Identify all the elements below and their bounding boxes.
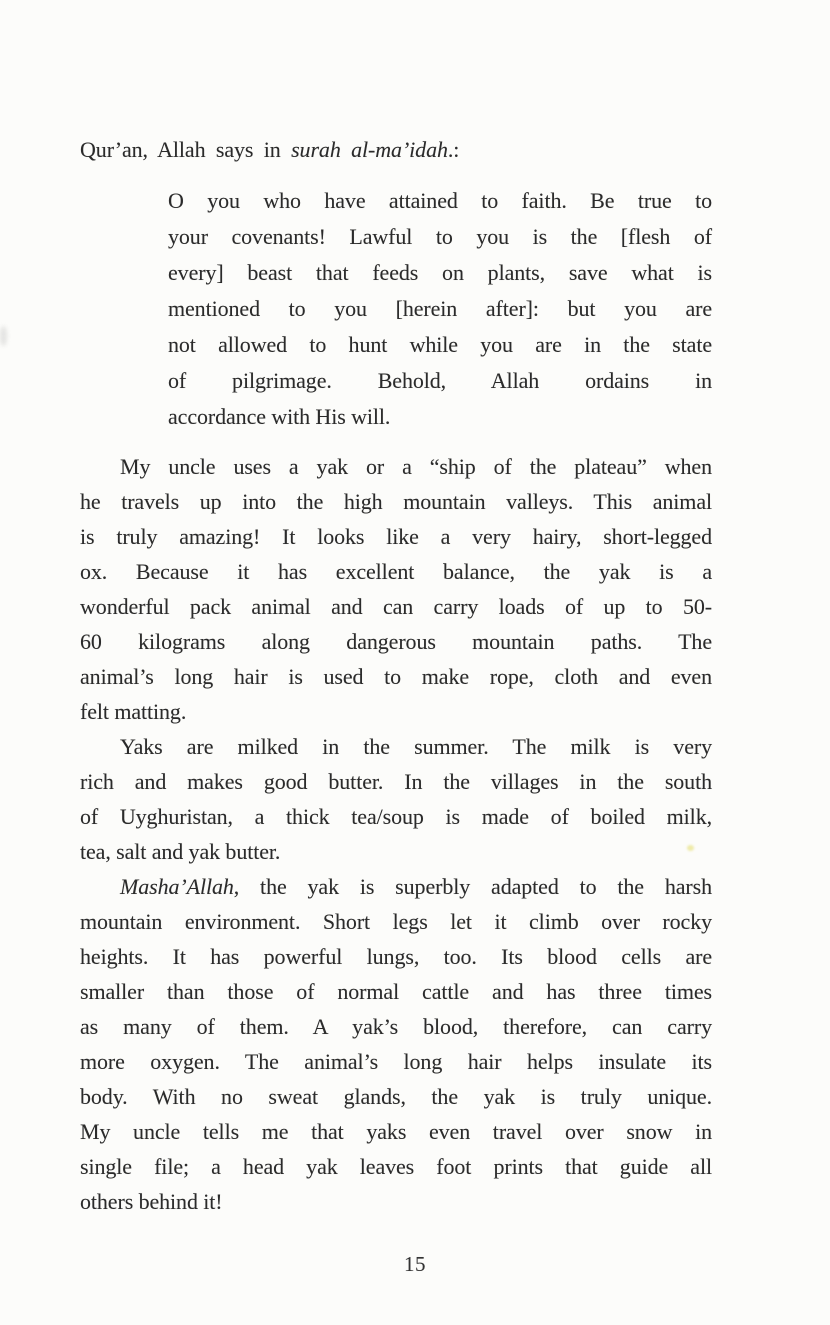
text-segment: .: [447,137,460,162]
text-segment: wonderful pack animal and can carry loads of up to 50- [80,594,712,619]
italic-text: surah al-ma’idah [291,137,448,162]
text-segment: as many of them. A yak’s blood, therefore, can carry [80,1014,712,1039]
text-segment: tea, salt and yak butter. [80,839,281,864]
text-line [168,291,712,327]
paragraph [80,729,712,869]
text-line [80,974,712,1009]
text-segment: 60 kilograms along dangerous mountain paths. The [80,629,712,654]
text-segment: mountain environment. Short legs let it climb over rocky [80,909,712,934]
text-segment: felt matting. [80,699,187,724]
paragraph [80,449,712,729]
text-segment: of pilgrimage. Behold, Allah ordains in [168,368,712,393]
text-line [80,764,712,799]
text-line [168,327,712,363]
text-line [80,729,712,764]
text-line [80,519,712,554]
text-segment: mentioned to you [herein after]: but you are [168,296,712,321]
intro-line [80,132,712,168]
text-segment: single file; a head yak leaves foot prints that guide all [80,1154,712,1179]
text-segment: Yaks are milked in the summer. The milk is very [120,734,712,759]
text-line [168,255,712,291]
text-segment: he travels up into the high mountain valleys. This animal [80,489,712,514]
text-line [80,1114,712,1149]
text-line [168,219,712,255]
text-segment: smaller than those of normal cattle and has three times [80,979,712,1004]
text-segment: more oxygen. The animal’s long hair helps insulate its [80,1049,712,1074]
text-segment: , the yak is superbly adapted to the harsh [233,874,712,899]
scan-smudge [0,326,7,346]
text-segment: Qur’an, Allah says in [80,137,292,162]
text-line [80,834,712,869]
text-line [80,694,712,729]
text-segment: My uncle tells me that yaks even travel over snow in [80,1119,712,1144]
quran-blockquote [168,183,712,435]
text-line [80,904,712,939]
text-segment: others behind it! [80,1189,223,1214]
text-segment: of Uyghuristan, a thick tea/soup is made of boiled milk, [80,804,712,829]
text-segment: rich and makes good butter. In the villages in the south [80,769,712,794]
italic-text: Masha’Allah [120,874,234,899]
paragraph [80,869,712,1219]
text-segment: animal’s long hair is used to make rope, cloth and even [80,664,712,689]
text-segment: heights. It has powerful lungs, too. Its blood cells are [80,944,712,969]
text-line [80,589,712,624]
text-line [168,183,712,219]
text-segment: every] beast that feeds on plants, save what is [168,260,712,285]
text-line [80,1009,712,1044]
text-segment: body. With no sweat glands, the yak is truly unique. [80,1084,712,1109]
text-line [80,659,712,694]
text-line [80,869,712,904]
text-line [80,449,712,484]
text-line [80,1184,712,1219]
page-number: 15 [404,1252,426,1276]
text-line [80,1079,712,1114]
body-paragraphs [80,449,712,1219]
text-line [168,363,712,399]
text-line [80,624,712,659]
text-segment: My uncle uses a yak or a “ship of the plateau” when [120,454,712,479]
text-segment: is truly amazing! It looks like a very hairy, short-legged [80,524,712,549]
text-segment: O you who have attained to faith. Be true to [168,188,712,213]
text-segment: your covenants! Lawful to you is the [flesh of [168,224,712,249]
text-line [80,554,712,589]
text-segment: ox. Because it has excellent balance, the yak is a [80,559,712,584]
text-line [80,799,712,834]
text-line [80,484,712,519]
text-segment: not allowed to hunt while you are in the state [168,332,712,357]
text-line [80,1149,712,1184]
text-line [80,1044,712,1079]
text-segment: accordance with His will. [168,404,391,429]
page-content [80,132,712,1219]
text-line [168,399,712,435]
text-line [80,939,712,974]
